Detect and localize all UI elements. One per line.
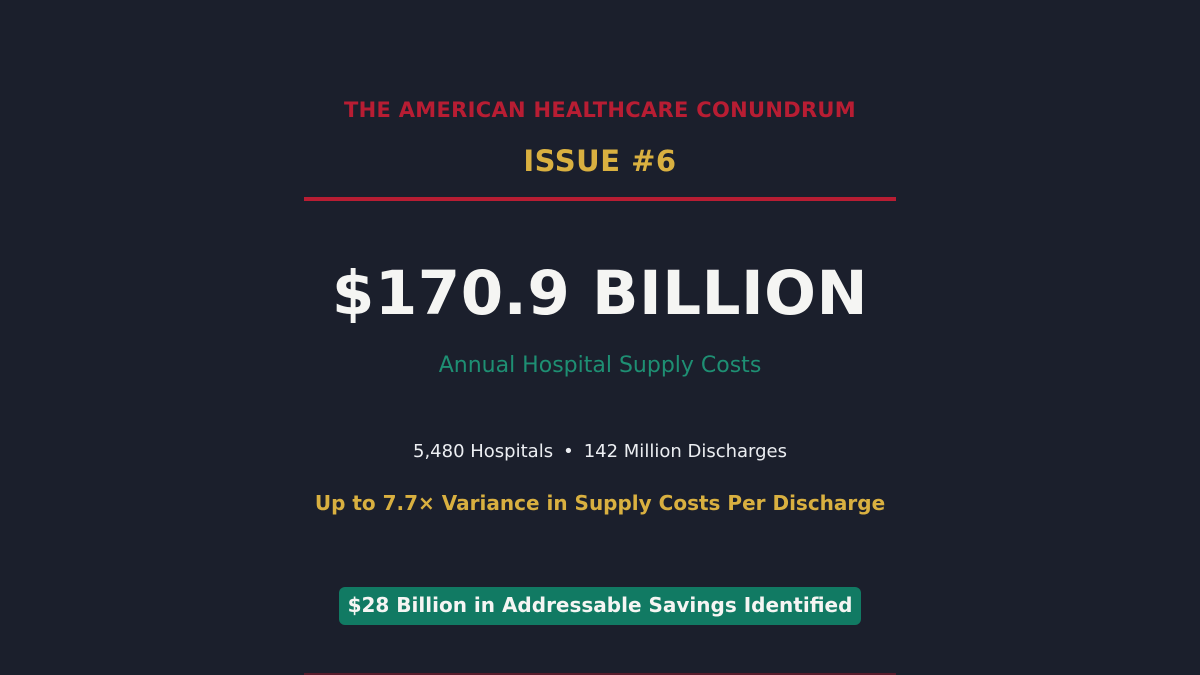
discharges-count: 142 Million Discharges xyxy=(583,441,787,462)
headline-figure: $170.9 BILLION xyxy=(331,258,869,329)
headline-subtitle: Annual Hospital Supply Costs xyxy=(438,353,762,378)
savings-badge: $28 Billion in Addressable Savings Identified xyxy=(339,587,862,625)
hospitals-count: 5,480 Hospitals xyxy=(413,441,554,462)
variance-callout: Up to 7.7× Variance in Supply Costs Per Discharge xyxy=(314,491,886,515)
top-divider xyxy=(304,197,896,201)
savings-badge-container xyxy=(0,587,1200,625)
series-title: THE AMERICAN HEALTHCARE CONUNDRUM xyxy=(344,98,856,122)
issue-number: ISSUE #6 xyxy=(523,144,677,178)
stats-line xyxy=(0,441,1200,462)
bullet-separator: • xyxy=(563,441,574,462)
